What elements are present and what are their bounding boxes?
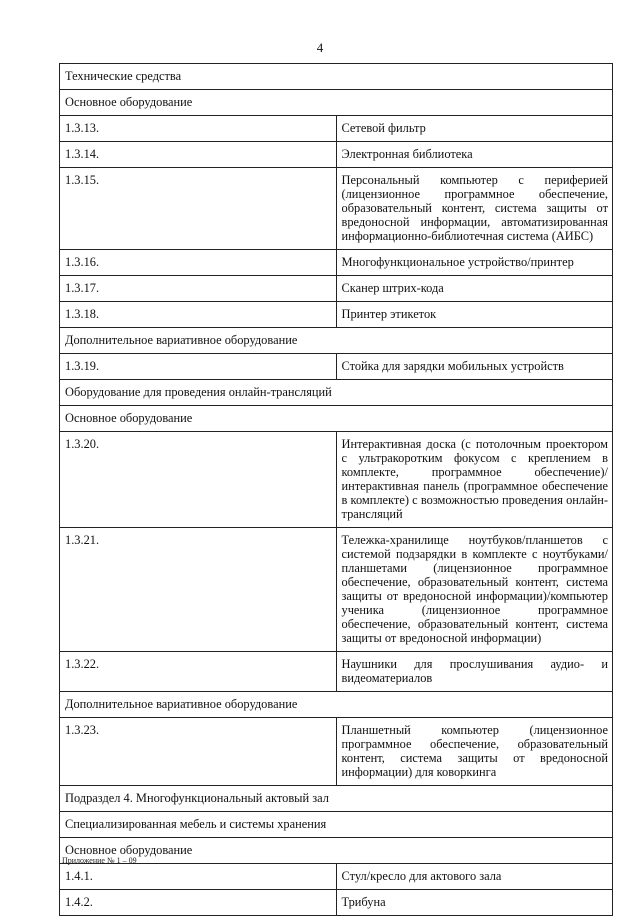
section-heading: Основное оборудование (60, 838, 613, 864)
table-row (60, 250, 613, 276)
table-row (60, 168, 613, 250)
item-code: 1.3.15. (60, 168, 337, 250)
table-row (60, 432, 613, 528)
section-row (60, 406, 613, 432)
section-row (60, 380, 613, 406)
section-heading: Основное оборудование (60, 90, 613, 116)
page-number: 4 (316, 40, 324, 55)
item-code: 1.4.1. (60, 864, 337, 890)
item-code: 1.3.19. (60, 354, 337, 380)
item-code: 1.3.14. (60, 142, 337, 168)
item-code: 1.3.13. (60, 116, 337, 142)
item-code: 1.3.16. (60, 250, 337, 276)
equipment-table-body (60, 64, 613, 916)
item-description: Интерактивная доска (с потолочным проектором с ультракоротким фокусом с креплением в комплекте, программное обеспечение)/интерактивная панель (программное обеспечение в комплекте) с возможностью проведения онлайн-трансляций (336, 432, 613, 528)
item-description: Наушники для прослушивания аудио- и видеоматериалов (336, 652, 613, 692)
item-code: 1.3.18. (60, 302, 337, 328)
table-row (60, 652, 613, 692)
item-description: Трибуна (336, 890, 613, 916)
item-description: Стул/кресло для актового зала (336, 864, 613, 890)
section-row (60, 786, 613, 812)
table-row (60, 142, 613, 168)
item-code: 1.4.2. (60, 890, 337, 916)
section-row (60, 64, 613, 90)
section-heading: Оборудование для проведения онлайн-трансляций (60, 380, 613, 406)
equipment-table (59, 63, 613, 916)
section-row (60, 838, 613, 864)
item-description: Сетевой фильтр (336, 116, 613, 142)
item-description: Электронная библиотека (336, 142, 613, 168)
section-heading: Основное оборудование (60, 406, 613, 432)
item-code: 1.3.23. (60, 718, 337, 786)
footer-note: Приложение № 1 – 09 (62, 856, 137, 865)
table-row (60, 276, 613, 302)
item-code: 1.3.17. (60, 276, 337, 302)
section-heading: Дополнительное вариативное оборудование (60, 692, 613, 718)
section-row (60, 328, 613, 354)
item-description: Персональный компьютер с периферией (лицензионное программное обеспечение, образовательный контент, система защиты от вредоносной информации, автоматизированная информационно-библиотечная система (АИБС) (336, 168, 613, 250)
item-description: Планшетный компьютер (лицензионное программное обеспечение, образовательный контент, система защиты от вредоносной информации) для коворкинга (336, 718, 613, 786)
section-row (60, 692, 613, 718)
table-row (60, 354, 613, 380)
section-heading: Технические средства (60, 64, 613, 90)
item-description: Сканер штрих-кода (336, 276, 613, 302)
item-code: 1.3.20. (60, 432, 337, 528)
table-row (60, 302, 613, 328)
section-heading: Подраздел 4. Многофункциональный актовый зал (60, 786, 613, 812)
section-heading: Специализированная мебель и системы хранения (60, 812, 613, 838)
section-heading: Дополнительное вариативное оборудование (60, 328, 613, 354)
item-description: Тележка-хранилище ноутбуков/планшетов с системой подзарядки в комплекте с ноутбуками/планшетами (лицензионное программное обеспечение, образовательный контент, система защиты от вредоносной информации)/компьютер ученика (лицензионное программное обеспечение, образовательный контент, система защиты от вредоносной информации) (336, 528, 613, 652)
table-row (60, 116, 613, 142)
section-row (60, 812, 613, 838)
table-row (60, 890, 613, 916)
item-description: Принтер этикеток (336, 302, 613, 328)
table-row (60, 718, 613, 786)
item-description: Стойка для зарядки мобильных устройств (336, 354, 613, 380)
table-row (60, 864, 613, 890)
item-code: 1.3.22. (60, 652, 337, 692)
table-row (60, 528, 613, 652)
item-code: 1.3.21. (60, 528, 337, 652)
section-row (60, 90, 613, 116)
item-description: Многофункциональное устройство/принтер (336, 250, 613, 276)
